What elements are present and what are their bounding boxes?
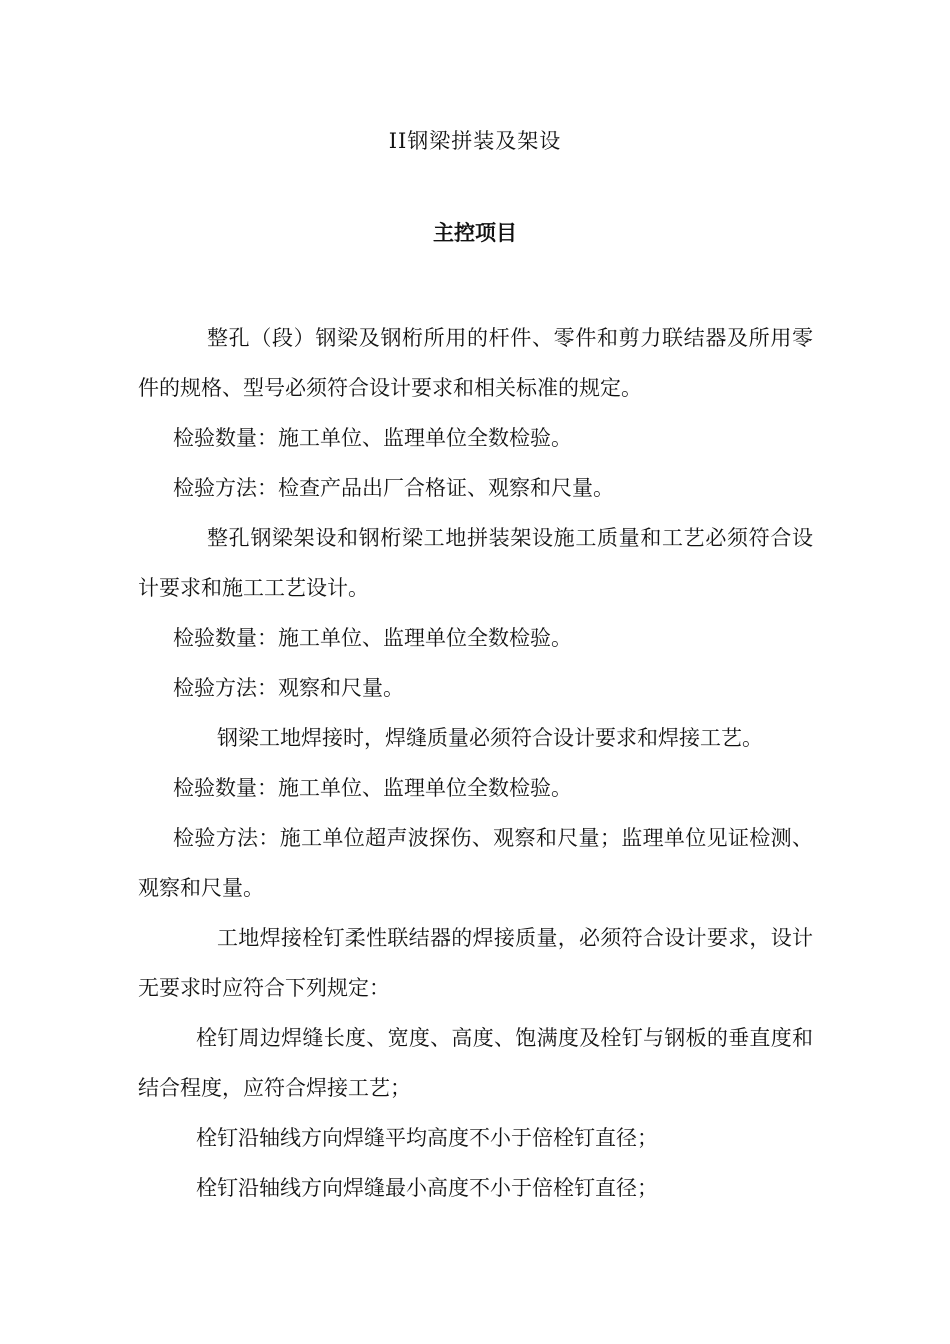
paragraph-inspection-quantity: 检验数量：施工单位、监理单位全数检验。 <box>173 626 572 650</box>
paragraph-inspection-quantity: 检验数量：施工单位、监理单位全数检验。 <box>173 426 572 450</box>
paragraph-components-spec: 整孔（段）钢梁及钢桁所用的杆件、零件和剪力联结器及所用零件的规格、型号必须符合设计要求和相关标准的规定。 <box>138 326 813 400</box>
subsection-title: 主控项目 <box>433 221 517 245</box>
paragraph-inspection-method: 检验方法：检查产品出厂合格证、观察和尺量。 <box>173 476 614 500</box>
paragraph-stud-rule: 栓钉沿轴线方向焊缝平均高度不小于倍栓钉直径； <box>196 1126 658 1150</box>
paragraph-stud-welding: 工地焊接栓钉柔性联结器的焊接质量，必须符合设计要求，设计无要求时应符合下列规定： <box>138 926 813 1000</box>
paragraph-inspection-quantity: 检验数量：施工单位、监理单位全数检验。 <box>173 776 572 800</box>
section-title: II钢梁拼装及架设 <box>388 129 562 153</box>
paragraph-erection-quality: 整孔钢梁架设和钢桁梁工地拼装架设施工质量和工艺必须符合设计要求和施工工艺设计。 <box>138 526 813 600</box>
paragraph-inspection-method: 检验方法：施工单位超声波探伤、观察和尺量；监理单位见证检测、观察和尺量。 <box>138 826 813 900</box>
paragraph-inspection-method: 检验方法：观察和尺量。 <box>173 676 404 700</box>
paragraph-stud-rule: 栓钉周边焊缝长度、宽度、高度、饱满度及栓钉与钢板的垂直度和结合程度，应符合焊接工艺； <box>138 1026 813 1100</box>
paragraph-site-welding: 钢梁工地焊接时，焊缝质量必须符合设计要求和焊接工艺。 <box>217 726 763 750</box>
document-body <box>138 313 813 1213</box>
paragraph-stud-rule: 栓钉沿轴线方向焊缝最小高度不小于倍栓钉直径； <box>196 1176 658 1200</box>
